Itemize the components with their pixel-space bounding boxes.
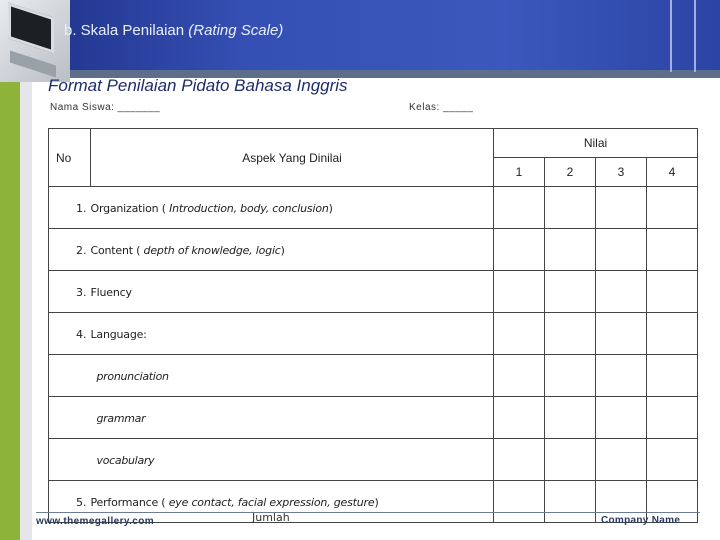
score-cell-2[interactable]	[545, 397, 596, 439]
row-number: 1.	[76, 201, 87, 215]
score-cell-3[interactable]	[596, 355, 647, 397]
score-cell-2[interactable]	[545, 187, 596, 229]
aspect-cell	[91, 187, 494, 229]
table-row	[49, 313, 698, 355]
score-cell-1[interactable]	[494, 481, 545, 523]
score-cell-4[interactable]	[647, 271, 698, 313]
aspect-suffix: )	[328, 201, 333, 215]
score-cell-3[interactable]	[596, 439, 647, 481]
sub-aspect-label: pronunciation	[96, 369, 169, 383]
score-cell-2[interactable]	[545, 355, 596, 397]
aspect-text: Performance (	[90, 495, 169, 509]
score-cell-2[interactable]	[545, 313, 596, 355]
aspect-cell	[91, 313, 494, 355]
aspect-label: Fluency	[90, 285, 132, 299]
row-number: 4.	[76, 327, 87, 341]
aspect-cell	[91, 397, 494, 439]
score-cell-3[interactable]	[596, 187, 647, 229]
score-cell-2[interactable]	[545, 229, 596, 271]
row-number-cell	[49, 397, 91, 439]
aspect-cell	[91, 229, 494, 271]
table-row	[49, 355, 698, 397]
student-name-field: Nama Siswa: _______	[50, 102, 161, 113]
aspect-label: Language:	[90, 327, 147, 341]
aspect-suffix: )	[280, 243, 285, 257]
score-cell-1[interactable]	[494, 229, 545, 271]
aspect-suffix: )	[374, 495, 379, 509]
row-number-cell	[49, 187, 91, 229]
aspect-text: Content (	[90, 243, 144, 257]
score-cell-2[interactable]	[545, 271, 596, 313]
score-cell-4[interactable]	[647, 439, 698, 481]
score-cell-1[interactable]	[494, 271, 545, 313]
aspect-cell	[91, 439, 494, 481]
rating-table	[48, 128, 698, 523]
score-cell-3[interactable]	[596, 229, 647, 271]
sub-aspect-label: grammar	[96, 411, 146, 425]
row-number: 2.	[76, 243, 87, 257]
document-title: Format Penilaian Pidato Bahasa Inggris	[48, 76, 348, 95]
total-label: Jumlah	[252, 511, 290, 524]
left-accent-shade	[20, 82, 32, 540]
score-cell-1[interactable]	[494, 355, 545, 397]
score-cell-1[interactable]	[494, 439, 545, 481]
score-header-3: 3	[596, 158, 647, 187]
footer-website: www.themegallery.com	[36, 516, 155, 527]
header-accent-line	[670, 0, 672, 72]
score-cell-4[interactable]	[647, 229, 698, 271]
aspect-cell	[91, 355, 494, 397]
row-number-cell	[49, 271, 91, 313]
class-field: Kelas: _____	[409, 102, 474, 113]
aspect-text: Organization (	[90, 201, 170, 215]
row-number: 3.	[76, 285, 87, 299]
score-cell-1[interactable]	[494, 187, 545, 229]
slide-heading	[64, 22, 283, 39]
header-accent-line	[694, 0, 696, 72]
header-aspek: Aspek Yang Dinilai	[91, 129, 494, 187]
aspect-cell	[91, 271, 494, 313]
score-cell-3[interactable]	[596, 271, 647, 313]
slide-heading-italic: (Rating Scale)	[188, 22, 284, 39]
monitor-screen	[8, 3, 54, 54]
aspect-detail: depth of knowledge, logic	[143, 243, 281, 257]
left-accent-bar	[0, 82, 20, 540]
aspect-label	[91, 496, 379, 509]
table-row	[49, 397, 698, 439]
aspect-label	[91, 244, 285, 257]
score-cell-4[interactable]	[647, 187, 698, 229]
slide-heading-text: b. Skala Penilaian	[64, 22, 189, 39]
score-cell-4[interactable]	[647, 355, 698, 397]
score-cell-3[interactable]	[596, 313, 647, 355]
table-row	[49, 439, 698, 481]
row-number-cell	[49, 355, 91, 397]
header-nilai: Nilai	[494, 129, 698, 158]
header-no: No	[49, 129, 91, 187]
table-row	[49, 229, 698, 271]
score-header-2: 2	[545, 158, 596, 187]
score-cell-1[interactable]	[494, 397, 545, 439]
row-number-cell	[49, 439, 91, 481]
score-cell-3[interactable]	[596, 397, 647, 439]
table-row	[49, 271, 698, 313]
table-row	[49, 187, 698, 229]
score-cell-2[interactable]	[545, 481, 596, 523]
footer-divider	[36, 512, 700, 513]
sub-aspect-label: vocabulary	[96, 453, 155, 467]
score-header-4: 4	[647, 158, 698, 187]
monitor-base	[10, 51, 56, 78]
row-number-cell	[49, 229, 91, 271]
aspect-detail: Introduction, body, conclusion	[169, 201, 329, 215]
monitor-icon	[0, 0, 70, 82]
aspect-label	[91, 202, 333, 215]
score-cell-4[interactable]	[647, 313, 698, 355]
score-header-1: 1	[494, 158, 545, 187]
score-cell-2[interactable]	[545, 439, 596, 481]
row-number: 5.	[76, 495, 87, 509]
footer-company-name: Company Name	[601, 515, 681, 526]
row-number-cell	[49, 313, 91, 355]
score-cell-1[interactable]	[494, 313, 545, 355]
score-cell-4[interactable]	[647, 397, 698, 439]
aspect-detail: eye contact, facial expression, gesture	[168, 495, 375, 509]
